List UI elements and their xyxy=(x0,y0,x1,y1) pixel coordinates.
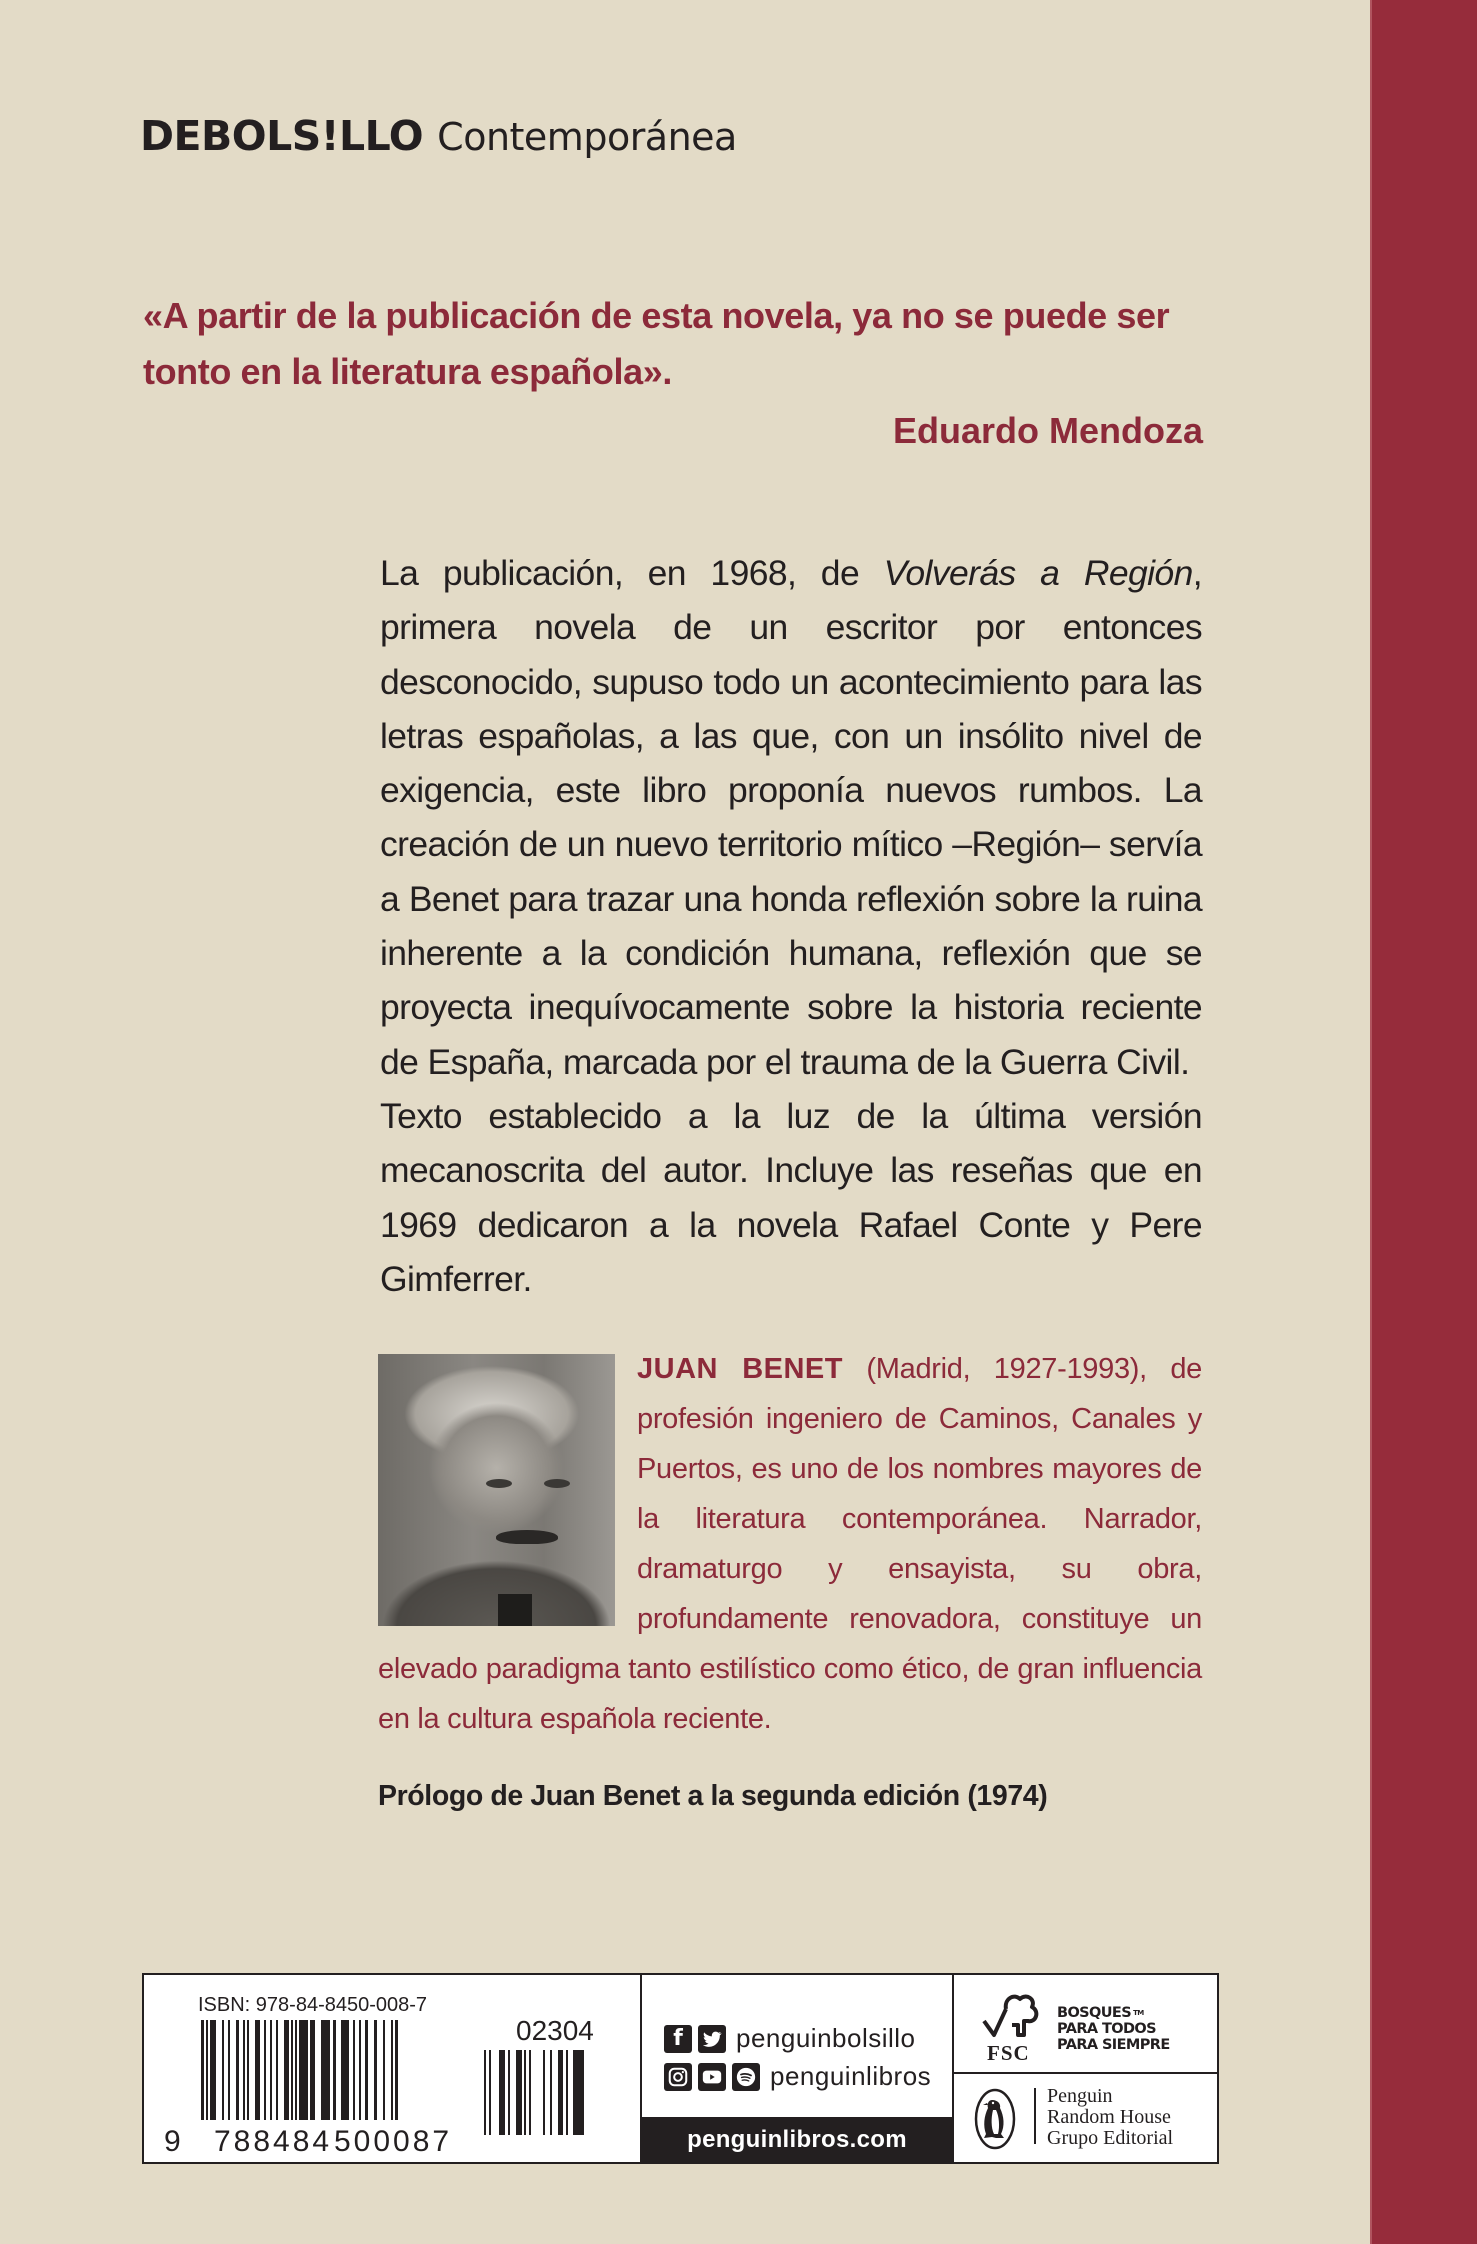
barcode-digits-left: 788484 xyxy=(214,2125,333,2158)
book-title: Volverás a Región xyxy=(883,553,1193,593)
publisher-name xyxy=(1047,2086,1173,2149)
logo-divider xyxy=(1034,2088,1036,2144)
publisher-name-line: Random House xyxy=(1047,2106,1171,2128)
author-bio-text: (Madrid, 1927-1993), de profesión ingeniero de Caminos, Canales y Puertos, es uno de los nombres mayores de la literatura contemporánea. Narrador, dramaturgo y ensayista, su obra, profundamente renovadora, constituye un elevado paradigma tanto estilístico como ético, de gran influencia en la cultura española reciente. xyxy=(378,1353,1202,1735)
synopsis-paragraph-1 xyxy=(380,546,1202,1089)
collection-header xyxy=(140,112,737,162)
fsc-tree-check-icon xyxy=(982,1991,1042,2043)
synopsis xyxy=(380,546,1202,1306)
logos-panel xyxy=(952,1975,1219,2162)
social-handle[interactable]: penguinlibros xyxy=(770,2061,932,2091)
synopsis-text: , primera novela de un escritor por entonces desconocido, supuso todo un acontecimiento para las letras españolas, a las que, con un insólito nivel de exigencia, este libro proponía nuevos rumbos. La creación de un nuevo territorio mítico –Región– servía a Benet para trazar una honda reflexión sobre la ruina inherente a la condición humana, reflexión que se proyecta inequívocamente sobre la historia reciente de España, marcada por el trauma de la Guerra Civil. xyxy=(380,553,1202,1082)
isbn-label: ISBN: 978-84-8450-008-7 xyxy=(198,1994,428,2016)
barcode-digit-first: 9 xyxy=(164,2125,184,2158)
blurb-quote-author: Eduardo Mendoza xyxy=(892,410,1203,451)
social-row-bolsillo xyxy=(664,2023,916,2054)
barcode-digits-right: 500087 xyxy=(334,2125,453,2158)
facebook-icon[interactable]: f xyxy=(664,2025,692,2053)
publisher-logo xyxy=(954,2074,1219,2162)
fsc-slogan-line: PARA TODOS xyxy=(1057,2021,1156,2037)
spotify-icon[interactable] xyxy=(732,2063,760,2091)
youtube-icon[interactable] xyxy=(698,2063,726,2091)
twitter-icon[interactable] xyxy=(698,2025,726,2053)
publisher-name-line: Penguin xyxy=(1047,2085,1113,2107)
fsc-slogan-line: BOSQUES xyxy=(1057,2005,1132,2021)
fsc-certification xyxy=(954,1975,1219,2074)
barcode-icon xyxy=(201,2020,459,2120)
blurb-quote: «A partir de la publicación de esta novela, ya no se puede ser tonto en la literatura española». xyxy=(143,295,1170,392)
addon-barcode-icon xyxy=(484,2050,612,2135)
barcode-panel xyxy=(144,1975,639,2162)
author-name: JUAN BENET xyxy=(637,1353,843,1385)
social-handle[interactable]: penguinbolsillo xyxy=(736,2023,916,2053)
publisher-info-box xyxy=(142,1973,1219,2164)
publisher-name-line: Grupo Editorial xyxy=(1047,2127,1174,2149)
social-row-libros xyxy=(664,2061,931,2092)
penguin-logo-icon xyxy=(974,2088,1016,2150)
fsc-label: FSC xyxy=(987,2041,1030,2065)
debolsillo-logo: DEBOLS!LLO xyxy=(140,112,424,160)
price-addon-code: 02304 xyxy=(516,2015,594,2046)
book-spine-stripe xyxy=(1370,0,1477,2244)
synopsis-text: La publicación, en 1968, de xyxy=(380,553,884,593)
collection-name: Contemporánea xyxy=(437,115,737,159)
prologue-note: Prólogo de Juan Benet a la segunda edición (1974) xyxy=(378,1780,1048,1812)
website-link[interactable]: penguinlibros.com xyxy=(642,2117,952,2162)
synopsis-paragraph-2: Texto establecido a la luz de la última versión mecanoscrita del autor. Incluye las reseñas que en 1969 dedicaron a la novela Rafael Conte y Pere Gimferrer. xyxy=(380,1095,1202,1299)
fsc-slogan-line: PARA SIEMPRE xyxy=(1057,2037,1170,2053)
fsc-slogan xyxy=(1057,2005,1170,2053)
social-panel xyxy=(640,1975,952,2162)
author-bio xyxy=(378,1344,1202,1744)
trademark-mark: TM xyxy=(1133,2009,1144,2017)
photo-spacer xyxy=(378,1344,637,1634)
instagram-icon[interactable] xyxy=(664,2063,692,2091)
